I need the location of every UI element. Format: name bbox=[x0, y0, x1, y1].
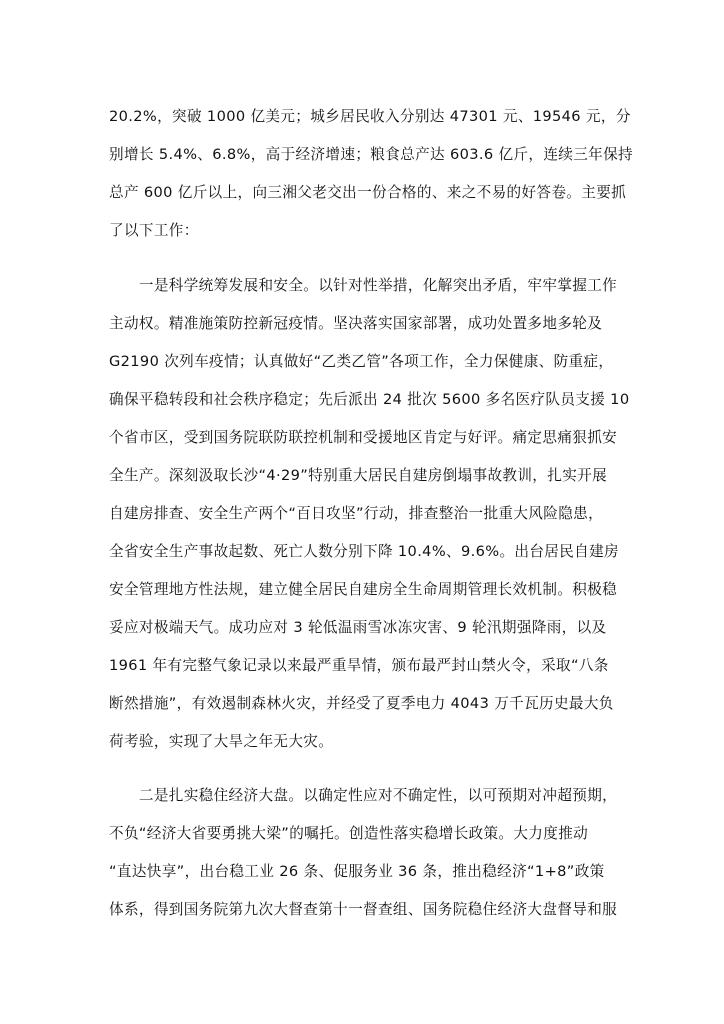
text-line: 安全管理地方性法规，建立健全居民自建房全生命周期管理长效机制。积极稳 bbox=[109, 581, 618, 598]
paragraph-first-line: 一是科学统筹发展和安全。以针对性举措，化解突出矛盾，牢牢掌握工作 bbox=[109, 277, 618, 294]
paragraph-first-line: 二是扎实稳住经济大盘。以确定性应对不确定性，以可预期对冲超预期， bbox=[109, 787, 618, 804]
text-line: 荷考验，实现了大旱之年无大灾。 bbox=[109, 733, 334, 750]
text-line: 主动权。精准施策防控新冠疫情。坚决落实国家部署，成功处置多地多轮及 bbox=[109, 315, 603, 332]
text-line: 确保平稳转段和社会秩序稳定；先后派出 24 批次 5600 多名医疗队员支援 10 bbox=[109, 391, 630, 408]
text-line: 不负“经济大省要勇挑大梁”的嘱托。创造性落实稳增长政策。大力度推动 bbox=[109, 825, 589, 842]
text-line: 20.2%，突破 1000 亿美元；城乡居民收入分别达 47301 元、19546 元，分 bbox=[109, 108, 631, 125]
text-line: 总产 600 亿斤以上，向三湘父老交出一份合格的、来之不易的好答卷。主要抓 bbox=[109, 184, 627, 201]
text-line: 全生产。深刻汲取长沙“4·29”特别重大居民自建房倒塌事故教训，扎实开展 bbox=[109, 467, 608, 484]
text-line: 妥应对极端天气。成功应对 3 轮低温雨雪冰冻灾害、9 轮汛期强降雨，以及 bbox=[109, 619, 607, 636]
text-line: “直达快享”，出台稳工业 26 条、促服务业 36 条，推出稳经济“1+8”政策 bbox=[109, 863, 605, 880]
text-line: 体系，得到国务院第九次大督查第十一督查组、国务院稳住经济大盘督导和服 bbox=[109, 901, 618, 918]
text-line: G2190 次列车疫情；认真做好“乙类乙管”各项工作，全力保健康、防重症， bbox=[109, 353, 614, 370]
text-line: 个省市区，受到国务院联防联控机制和受援地区肯定与好评。痛定思痛狠抓安 bbox=[109, 429, 618, 446]
text-line: 别增长 5.4%、6.8%，高于经济增速；粮食总产达 603.6 亿斤，连续三年保持 bbox=[109, 146, 633, 163]
text-line: 1961 年有完整气象记录以来最严重旱情，颁布最严封山禁火令，采取“八条 bbox=[109, 657, 609, 674]
text-line: 断然措施”，有效遏制森林火灾，并经受了夏季电力 4043 万千瓦历史最大负 bbox=[109, 695, 614, 712]
text-line: 全省安全生产事故起数、死亡人数分别下降 10.4%、9.6%。出台居民自建房 bbox=[109, 543, 620, 560]
text-line: 自建房排查、安全生产两个“百日攻坚”行动，排查整治一批重大风险隐患， bbox=[109, 505, 604, 522]
text-line: 了以下工作： bbox=[109, 222, 199, 239]
